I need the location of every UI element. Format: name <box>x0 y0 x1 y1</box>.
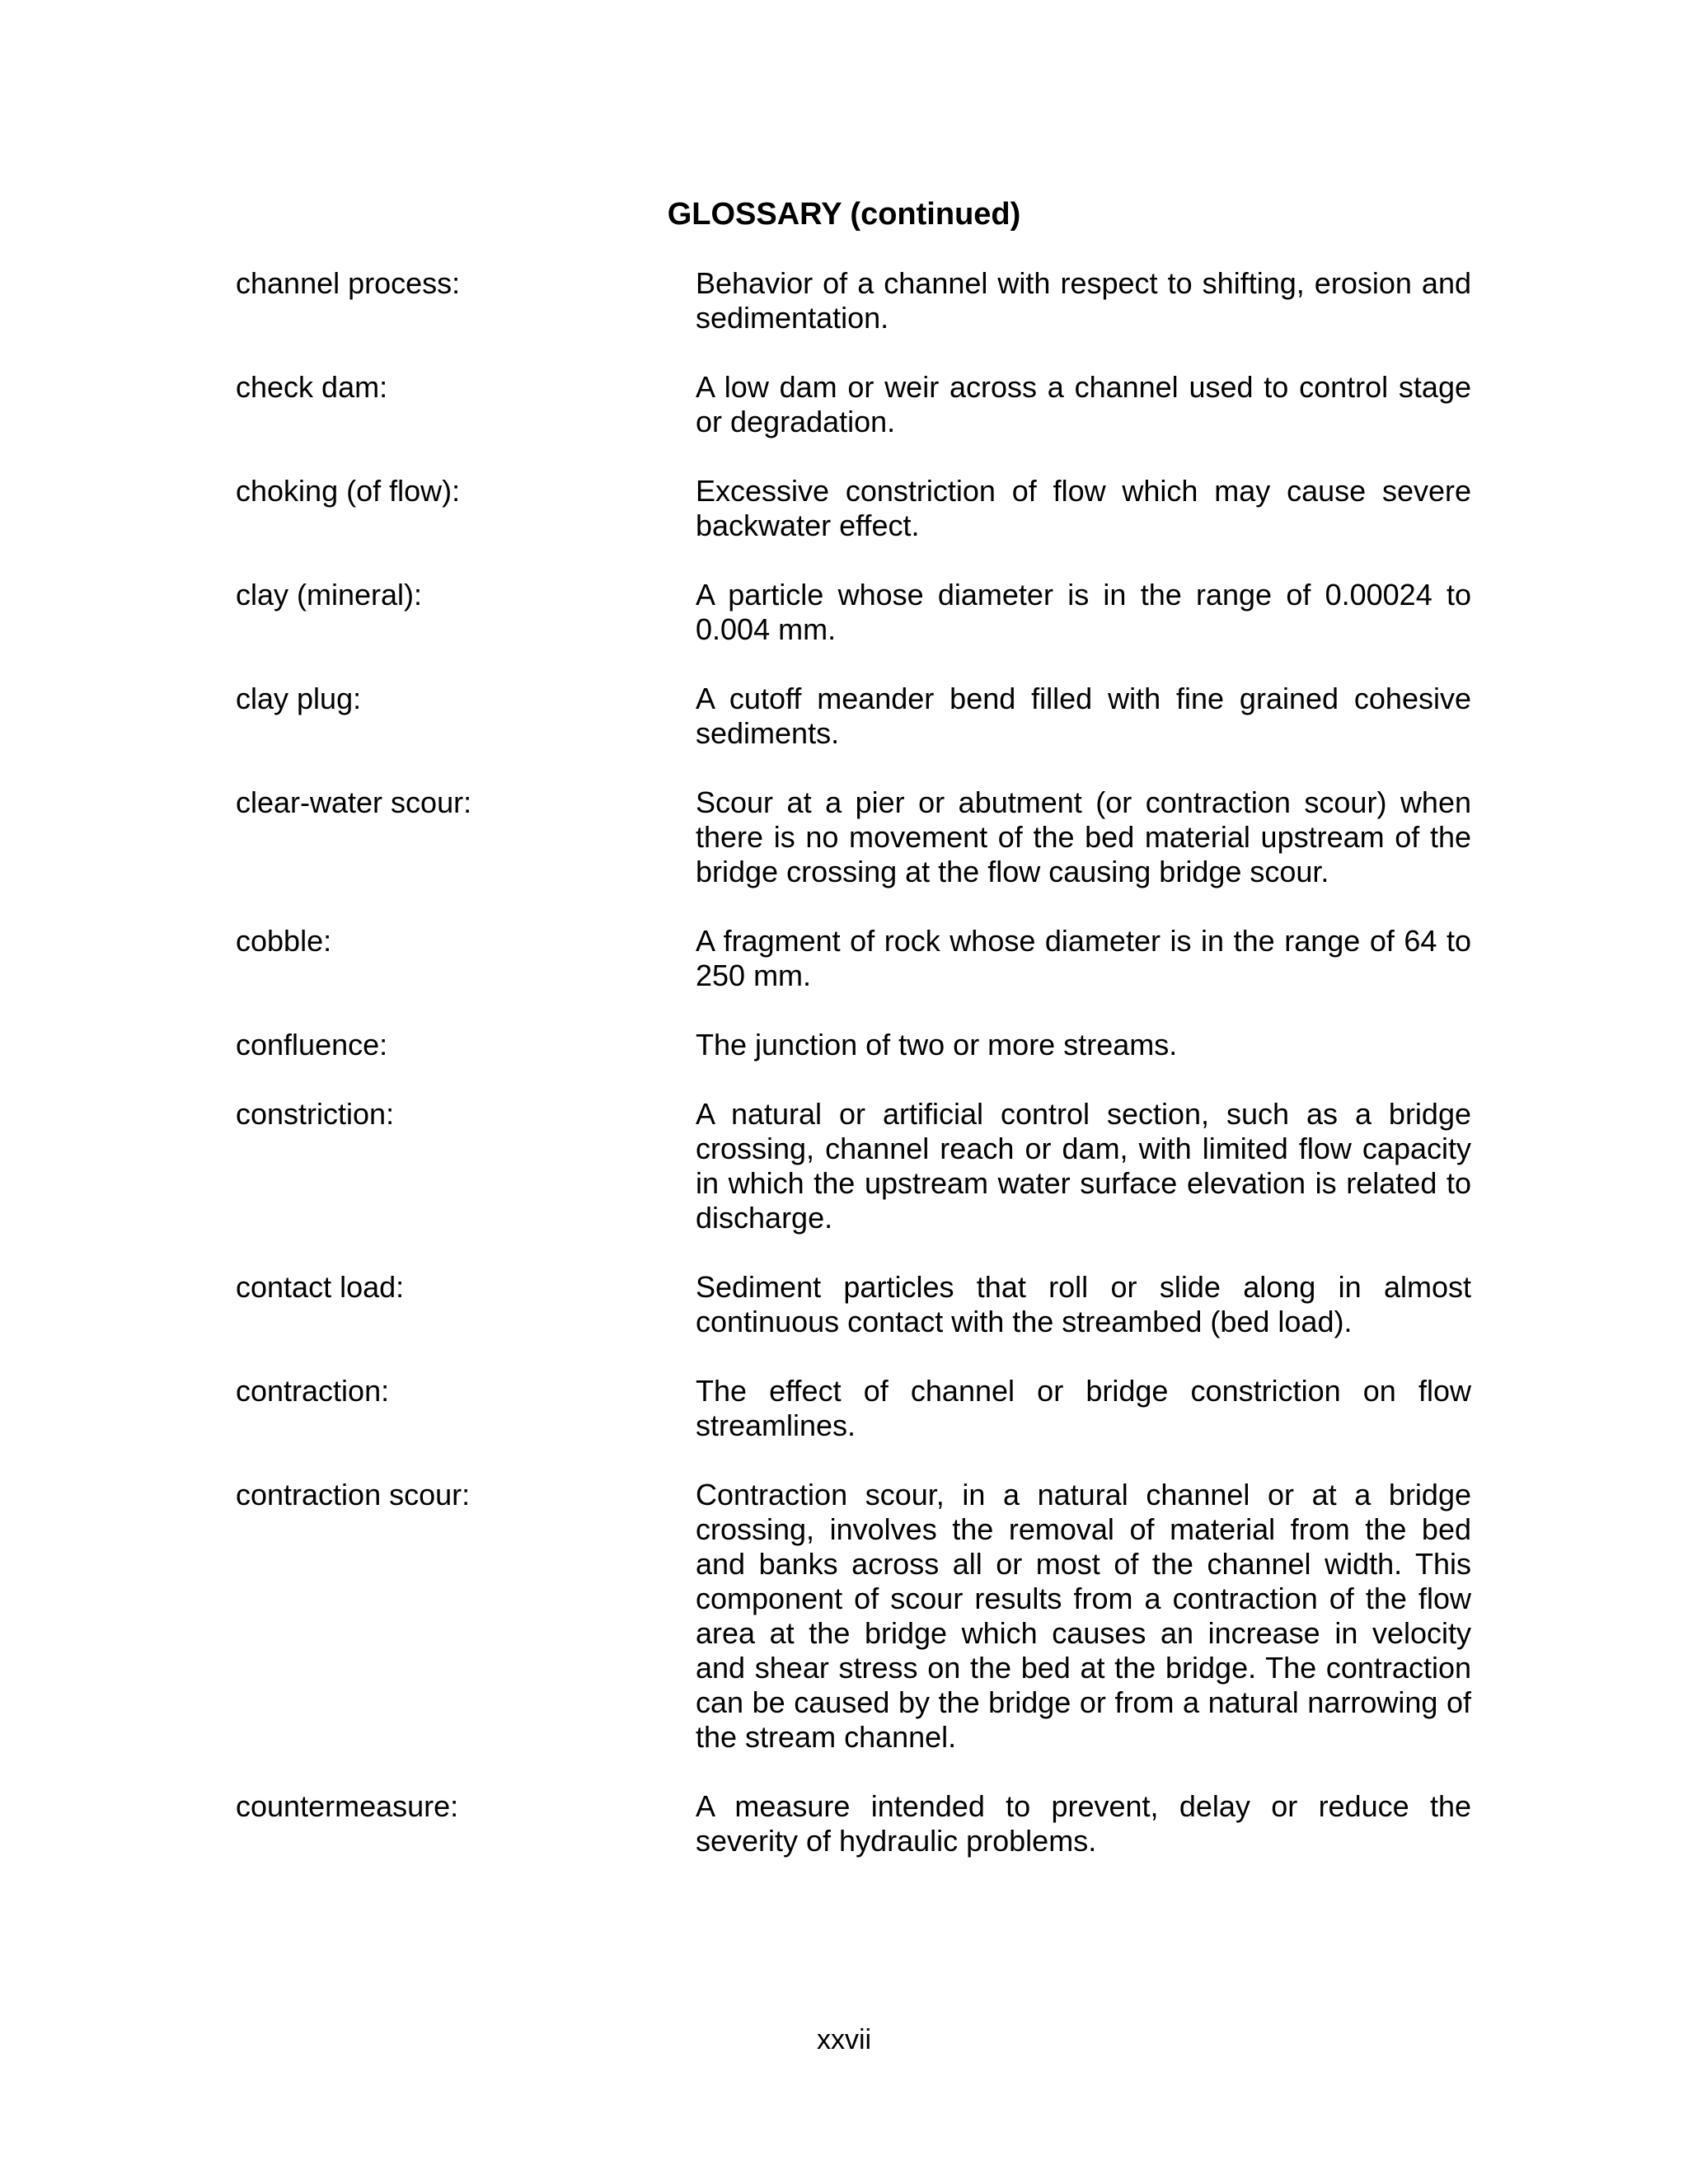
glossary-list <box>236 266 1472 1893</box>
page-title: GLOSSARY (continued) <box>667 197 1021 232</box>
glossary-term: countermeasure: <box>236 1789 459 1823</box>
glossary-term: confluence: <box>236 1028 388 1062</box>
glossary-definition: The effect of channel or bridge constriction on flow streamlines. <box>696 1374 1471 1442</box>
glossary-term: clear-water scour: <box>236 785 472 819</box>
glossary-definition: Behavior of a channel with respect to shifting, erosion and sedimentation. <box>696 266 1471 335</box>
glossary-term: cobble: <box>236 924 332 958</box>
glossary-term: contact load: <box>236 1270 405 1304</box>
glossary-definition: A particle whose diameter is in the range of 0.00024 to 0.004 mm. <box>696 578 1471 646</box>
glossary-entry <box>236 1028 1472 1062</box>
glossary-entry <box>236 682 1472 751</box>
glossary-term: channel process: <box>236 266 461 300</box>
glossary-definition: A measure intended to prevent, delay or reduce the severity of hydraulic problems. <box>696 1789 1471 1858</box>
glossary-definition: A fragment of rock whose diameter is in the range of 64 to 250 mm. <box>696 924 1471 992</box>
glossary-entry <box>236 924 1472 993</box>
glossary-definition: A natural or artificial control section, such as a bridge crossing, channel reach or dam, with limited flow capacity in which the upstream water surface elevation is related to discharge. <box>696 1097 1471 1235</box>
glossary-term: constriction: <box>236 1097 395 1131</box>
glossary-entry <box>236 1478 1472 1755</box>
glossary-entry <box>236 1270 1472 1339</box>
page-number: xxvii <box>816 2024 872 2055</box>
glossary-term: clay plug: <box>236 682 362 715</box>
glossary-entry <box>236 474 1472 543</box>
glossary-definition: The junction of two or more streams. <box>696 1028 1178 1062</box>
glossary-definition: Excessive constriction of flow which may cause severe backwater effect. <box>696 474 1471 542</box>
glossary-entry <box>236 1789 1472 1858</box>
glossary-definition: Sediment particles that roll or slide along in almost continuous contact with the streambed (bed load). <box>696 1270 1471 1338</box>
glossary-term: check dam: <box>236 370 388 404</box>
glossary-entry <box>236 578 1472 647</box>
glossary-entry <box>236 266 1472 335</box>
glossary-entry <box>236 370 1472 439</box>
glossary-definition: A low dam or weir across a channel used to control stage or degradation. <box>696 370 1471 438</box>
glossary-term: contraction: <box>236 1374 390 1408</box>
glossary-term: clay (mineral): <box>236 578 423 612</box>
glossary-definition: Scour at a pier or abutment (or contraction scour) when there is no movement of the bed material upstream of the bridge crossing at the flow causing bridge scour. <box>696 785 1471 888</box>
glossary-term: choking (of flow): <box>236 474 461 508</box>
glossary-definition: Contraction scour, in a natural channel or at a bridge crossing, involves the removal of material from the bed and banks across all or most of the channel width. This component of scour results from a contraction of the flow area at the bridge which causes an increase in velocity and shear stress on the bed at the bridge. The contraction can be caused by the bridge or from a natural narrowing of the stream channel. <box>696 1478 1471 1754</box>
glossary-entry <box>236 1374 1472 1443</box>
glossary-definition: A cutoff meander bend filled with fine grained cohesive sediments. <box>696 682 1471 750</box>
glossary-entry <box>236 1097 1472 1235</box>
glossary-term: contraction scour: <box>236 1478 471 1511</box>
glossary-entry <box>236 785 1472 889</box>
